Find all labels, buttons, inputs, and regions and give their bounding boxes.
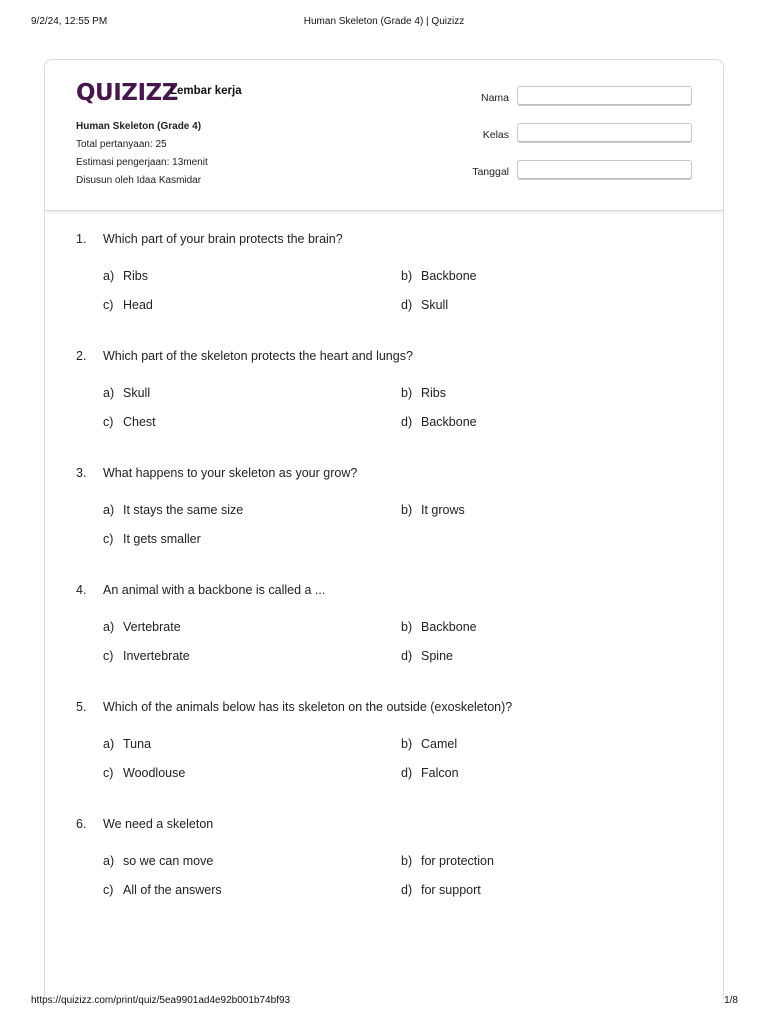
tanggal-field[interactable] [517,160,692,180]
option-text: Spine [421,649,453,663]
option-text: Falcon [421,766,459,780]
option-text: All of the answers [123,883,222,897]
print-page-title: Human Skeleton (Grade 4) | Quizizz [303,16,465,27]
option-text: Woodlouse [123,766,186,780]
option-letter: b) [401,503,413,517]
answer-option [401,766,459,780]
option-text: Ribs [123,269,149,283]
question-number: 3. [76,466,87,480]
option-text: Ribs [421,386,447,400]
option-text: so we can move [123,854,214,868]
quiz-meta [76,120,208,192]
print-url: https://quizizz.com/print/quiz/5ea9901ad4e92b001b74bf93 [31,995,291,1006]
option-letter: b) [401,269,413,283]
question-number: 1. [76,232,87,246]
option-letter: d) [401,415,413,429]
answer-option [401,883,481,897]
option-letter: b) [401,737,413,751]
question-text [76,349,413,363]
field-label: Kelas [482,129,509,141]
answer-option [103,532,201,546]
option-text: Chest [123,415,156,429]
option-text: Skull [123,386,151,400]
question-prompt: Which part of your brain protects the brain? [103,232,343,246]
worksheet-label: Lembar kerja [170,85,242,97]
option-letter: c) [103,883,114,897]
answer-option [401,620,477,634]
field-row [465,86,695,123]
answer-option [401,298,448,312]
option-letter: d) [401,649,413,663]
question-prompt: We need a skeleton [103,817,214,831]
option-letter: b) [401,854,413,868]
option-text: Camel [421,737,458,751]
question-prompt: What happens to your skeleton as your grow? [103,466,358,480]
page-number: 1/8 [724,995,738,1006]
question-prompt: Which part of the skeleton protects the heart and lungs? [103,349,413,363]
question-item [76,232,716,349]
option-text: Invertebrate [123,649,190,663]
answer-option [103,620,181,634]
question-number: 2. [76,349,87,363]
option-letter: c) [103,766,114,780]
answer-option [103,269,148,283]
question-item [76,583,716,700]
option-letter: d) [401,766,413,780]
option-text: It stays the same size [123,503,244,517]
kelas-field[interactable] [517,123,692,143]
option-text: Backbone [421,269,477,283]
answer-option [401,737,457,751]
question-number: 5. [76,700,87,714]
print-footer [0,995,768,1009]
field-label: Nama [480,92,509,104]
answer-option [103,298,153,312]
option-text: Backbone [421,415,477,429]
option-letter: a) [103,503,115,517]
option-letter: a) [103,737,115,751]
option-letter: a) [103,620,115,634]
option-letter: b) [401,620,413,634]
option-letter: b) [401,386,413,400]
question-list [76,232,716,934]
question-number: 6. [76,817,87,831]
question-text [76,817,213,831]
option-letter: d) [401,883,413,897]
question-text [76,583,325,597]
answer-option [103,415,156,429]
answer-option [401,386,446,400]
option-text: Backbone [421,620,477,634]
option-letter: c) [103,649,114,663]
answer-option [401,415,477,429]
option-text: Tuna [123,737,152,751]
print-header [0,16,768,30]
quiz-author: Disusun oleh Idaa Kasmidar [76,175,202,186]
question-number: 4. [76,583,87,597]
option-letter: a) [103,269,115,283]
answer-option [401,503,465,517]
answer-option [103,503,243,517]
option-letter: c) [103,415,114,429]
option-letter: a) [103,854,115,868]
question-text [76,700,512,714]
answer-option [103,854,213,868]
quiz-title: Human Skeleton (Grade 4) [76,121,202,132]
answer-option [401,649,453,663]
field-row [465,123,695,160]
estimated-time: Estimasi pengerjaan: 13menit [76,157,208,168]
option-text: It gets smaller [123,532,201,546]
answer-option [103,737,151,751]
option-letter: d) [401,298,413,312]
option-text: for support [421,883,481,897]
student-info-fields [465,86,695,197]
question-prompt: An animal with a backbone is called a ... [103,583,326,597]
worksheet [44,59,724,999]
option-text: Vertebrate [123,620,181,634]
total-questions: Total pertanyaan: 25 [76,139,167,150]
option-letter: c) [103,532,114,546]
question-prompt: Which of the animals below has its skeleton on the outside (exoskeleton)? [103,700,513,714]
print-datetime: 9/2/24, 12:55 PM [31,16,108,27]
answer-option [103,386,150,400]
field-row [465,160,695,197]
answer-option [103,883,222,897]
question-item [76,349,716,466]
option-text: Head [123,298,153,312]
question-text [76,466,357,480]
option-letter: a) [103,386,115,400]
option-letter: c) [103,298,114,312]
option-text: It grows [421,503,465,517]
option-text: for protection [421,854,494,868]
option-text: Skull [421,298,449,312]
question-text [76,232,343,246]
nama-field[interactable] [517,86,692,106]
question-item [76,700,716,817]
answer-option [401,854,494,868]
quizizz-logo: QUIZIZZ [76,80,178,106]
question-item [76,817,716,934]
field-label: Tanggal [472,166,509,178]
question-item [76,466,716,583]
answer-option [401,269,477,283]
answer-option [103,649,190,663]
answer-option [103,766,185,780]
worksheet-header [45,60,723,211]
